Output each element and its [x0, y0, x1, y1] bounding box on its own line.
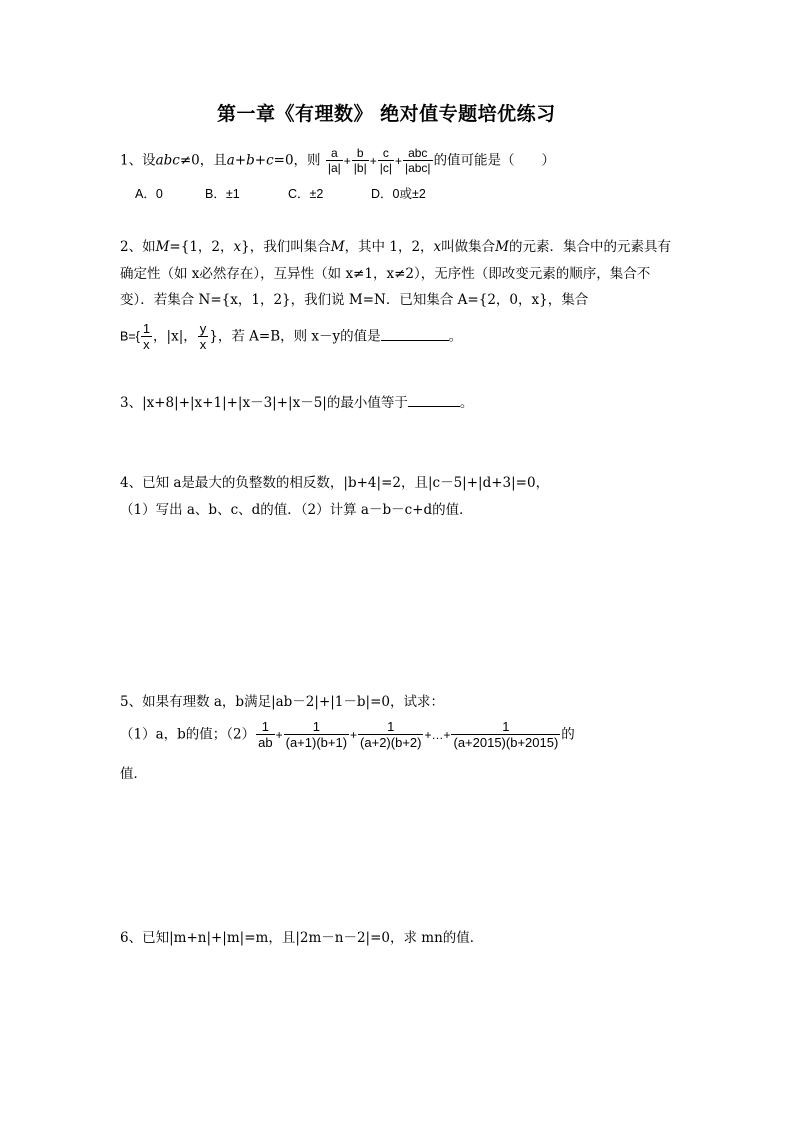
q1-plus: + [369, 154, 377, 168]
question-3: 3、|x+8|+|x+1|+|x－3|+|x－5|的最小值等于 。 [120, 395, 474, 411]
q2-line-3: 变）．若集合 N={x，1，2}，我们说 M=N．已知集合 A={2，0，x}，集合 [120, 292, 589, 308]
q2-line-1: 2、如M={1，2，x}，我们叫集合M，其中 1，2，x叫做集合M的元素．集合中的元素具有 [120, 239, 671, 255]
question-6: 6、已知|m+n|+|m|=m，且|2m－n－2|=0，求 mn的值． [120, 930, 484, 946]
page-title: 第一章《有理数》 绝对值专题培优练习 [217, 103, 556, 125]
q2-fraction-2: $\frac{y}{x}$ [199, 321, 207, 352]
q1-prefix: 1、设 [120, 152, 156, 169]
q2-line-2: 确定性（如 x必然存在），互异性（如 x≠1，x≠2），无序性（即改变元素的顺序，集合不 [120, 266, 651, 282]
question-1 [120, 146, 555, 176]
q1-cond2: a+b+c [226, 152, 274, 169]
q5-fraction-2: $\frac{1}{(a+1)(b+1)}$ [285, 719, 348, 750]
q1-plus: + [394, 154, 402, 168]
q1-suffix: 的值可能是（ ） [433, 152, 556, 169]
answer-blank[interactable] [408, 406, 460, 407]
q1-fraction-2: $\frac{b}{|b|}$ [353, 146, 367, 175]
q1-option-b: B．±1 [205, 187, 240, 201]
q4-line-1: 4、已知 a是最大的负整数的相反数，|b+4|=2，且|c－5|+|d+3|=0， [120, 475, 550, 491]
q4-line-2: （1）写出 a、b、c、d的值．（2）计算 a－b－c+d的值． [120, 502, 473, 518]
q5-line-1: 5、如果有理数 a，b满足|ab－2|+|1－b|=0，试求： [120, 694, 444, 710]
q1-plus: + [343, 154, 351, 168]
q1-eq0: =0，则 [273, 152, 321, 169]
q1-option-d: D．0或±2 [371, 187, 426, 201]
q1-cond1: abc [155, 152, 180, 169]
q5-fraction-3: $\frac{1}{(a+2)(b+2)}$ [360, 719, 422, 750]
q2-line-4: B={ $\frac{1}{x}$ ，|x|， $\frac{y}{x}$ }，若 A=B，则 x－y的值是 。 [120, 321, 463, 352]
q1-fraction-1: $\frac{a}{|a|}$ [327, 146, 341, 175]
q5-line-3: 值． [120, 766, 147, 782]
q5-line-2: （1）a，b的值；（2） $\frac{1}{ab}$ + $\frac{1}{(a+1)(b+1)}$ + $\frac{1}{(a+2)(b+2)}$ +…+ $\frac{1}{(a+2015)(b+2015)}$ 的 [120, 719, 575, 750]
q5-fraction-1: $\frac{1}{ab}$ [258, 719, 273, 750]
q5-fraction-4: $\frac{1}{(a+2015)(b+2015)}$ [453, 719, 559, 750]
q1-fraction-4: $\frac{\text{abc}}{\text{|abc|}}$ [404, 146, 431, 175]
q2-fraction-1: $\frac{1}{x}$ [142, 321, 151, 352]
q1-option-c: C．±2 [288, 187, 324, 201]
answer-blank[interactable] [381, 340, 449, 341]
q1-ne0: ≠0，且 [179, 152, 227, 169]
q1-fraction-3: $\frac{c}{|c|}$ [379, 146, 392, 175]
q1-option-a: A．0 [135, 187, 163, 201]
